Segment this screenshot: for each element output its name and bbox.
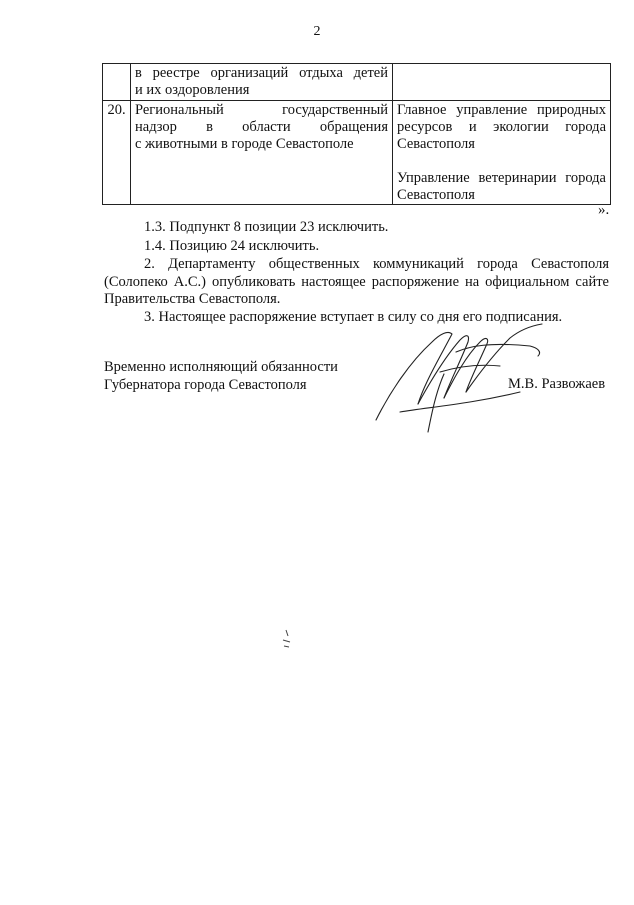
authority-line: Главное управление природных	[397, 102, 606, 118]
authority-cell	[393, 64, 611, 101]
paragraph-1-3: 1.3. Подпункт 8 позиции 23 исключить.	[144, 219, 389, 235]
signatory-title-line: Губернатора города Севастополя	[104, 377, 307, 393]
stray-mark	[280, 628, 294, 650]
authority-line: ресурсов и экологии города	[397, 119, 606, 135]
row-number-cell: 20.	[103, 101, 131, 205]
activity-cell	[131, 101, 393, 205]
authority-line: Севастополя	[397, 187, 475, 203]
authority-table	[102, 63, 611, 205]
paragraph-3: 3. Настоящее распоряжение вступает в силу со дня его подписания.	[144, 309, 563, 325]
activity-cell	[131, 64, 393, 101]
authority-line: Севастополя	[397, 136, 475, 152]
table-row	[103, 101, 611, 205]
closing-quote: ».	[598, 202, 610, 218]
activity-line: в реестре организаций отдыха детей	[135, 65, 388, 81]
authority-line: Управление ветеринарии города	[397, 170, 606, 186]
activity-line: и их оздоровления	[135, 82, 250, 98]
signatory-name: М.В. Развожаев	[508, 376, 606, 392]
paragraph-1-4: 1.4. Позицию 24 исключить.	[144, 238, 320, 254]
cell-spacer	[397, 153, 606, 170]
activity-line: надзор в области обращения	[135, 119, 388, 135]
table-row	[103, 64, 611, 101]
activity-line: Региональный государственный	[135, 102, 388, 118]
authority-cell	[393, 101, 611, 205]
activity-line: с животными в городе Севастополе	[135, 136, 354, 152]
handwritten-signature	[370, 312, 560, 437]
paragraph-2: 2. Департаменту общественных коммуникаций города Севастополя (Солопеко А.С.) опубликовать настоящее распоряжение на официальном сайте Правительства Севастополя.	[104, 256, 609, 307]
signatory-title-line: Временно исполняющий обязанности	[104, 359, 338, 375]
page-number: 2	[313, 24, 321, 39]
signatory-title	[104, 358, 338, 394]
row-number-cell	[103, 64, 131, 101]
